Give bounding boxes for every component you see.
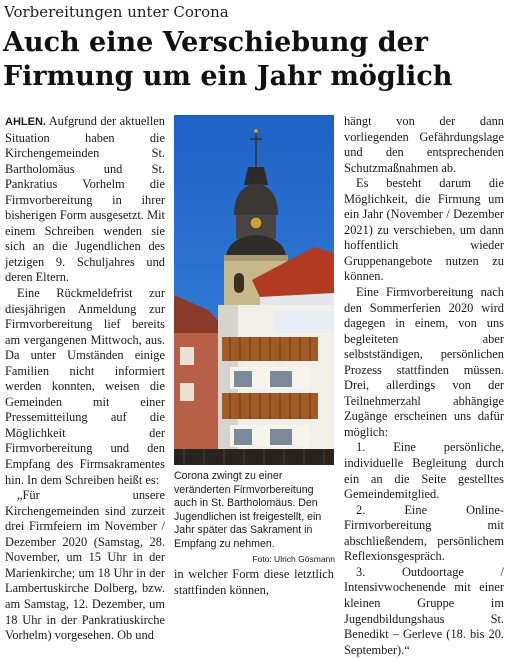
headline: Auch eine Verschiebung der Firmung um ein Jahr möglich <box>3 27 453 92</box>
list-item: 1. Eine persönliche, individuelle Begleitung durch ein an die Seite gestelltes Gemeindemitglied. <box>344 440 504 502</box>
photo-caption <box>174 470 335 566</box>
list-item: 3. Outdoortage / Intensivwochenende mit einer kleinen Gruppe im Jugendbildungshaus St. Benedikt – Gerleve (18. bis 20. September).“ <box>344 564 504 657</box>
article-column-1 <box>5 114 165 644</box>
paragraph-text: Aufgrund der aktuellen Situation haben die Kirchengemeinden St. Bartholomäus und St. Pankratius Vorhelm die Firmvorbereitung in ihrer bisherigen Form ausgesetzt. Mit einem Schreiben wenden sie sich an die Jugendlichen des jetzigen 9. Schuljahres und deren Eltern. <box>5 114 166 285</box>
paragraph: Eine Rückmeldefrist zur diesjährigen Anmeldung zur Firmvorbereitung lief bereits am vergangenen Mittwoch, aus. Da unter Umständen einige Familien nicht informiert werden konnten, weisen die Gemeinden mit einer Pressemitteilung auf die Möglichkeit der Firmvorbereitung und den Empfang des Firmsakramentes hin. In dem Schreiben heißt es: <box>5 286 165 487</box>
photo-credit: Foto: Ulrich Gösmann <box>252 553 335 564</box>
paragraph: in welcher Form diese letztlich stattfinden können, <box>174 567 334 597</box>
church-photo <box>174 115 334 465</box>
kicker: Vorbereitungen unter Corona <box>4 3 229 21</box>
dateline: AHLEN. <box>5 116 46 128</box>
article-column-3 <box>344 114 504 658</box>
paragraph <box>5 114 165 286</box>
paragraph: „Für unsere Kirchengemeinden sind zurzeit drei Firmfeiern im November / Dezember 2020 (Samstag, 28. November, um 15 Uhr in der Marienkirche; um 18 Uhr in der Lambertuskirche Dolberg, bzw. am Samstag, 12. Dezember, um 18 Uhr in der Pankratiuskirche Vorhelm) vorgesehen. Ob und <box>5 488 165 643</box>
list-item: 2. Eine Online-Firmvorbereitung mit abschließendem, persönlichem Reflexionsgespräch. <box>344 502 504 564</box>
church-tower-image <box>174 115 334 465</box>
paragraph: Eine Firmvorbereitung nach den Sommerferien 2020 wird dagegen in einem, von uns begleiteten aber selbstständigen, persönlichen Prozess stattfinden müssen. Drei, allerdings von der Teilnehmerzahl abhängige Zugänge erscheinen uns dafür möglich: <box>344 285 504 439</box>
caption-text: Corona zwingt zu einer veränderten Firmvorbereitung auch in St. Bartholomäus. Den Jugendlichen ist freigestellt, ein Jahr später das Sakrament in Empfang zu nehmen. <box>174 470 322 550</box>
paragraph: hängt von der dann vorliegenden Gefährdungslage und den entsprechenden Schutzmaßnahmen ab. <box>344 114 504 175</box>
article-column-2 <box>174 567 334 598</box>
paragraph: Es besteht darum die Möglichkeit, die Firmung um ein Jahr (November / Dezember 2021) zu verschieben, um dann hoffentlich wieder Gruppenangebote nutzen zu können. <box>344 176 504 284</box>
